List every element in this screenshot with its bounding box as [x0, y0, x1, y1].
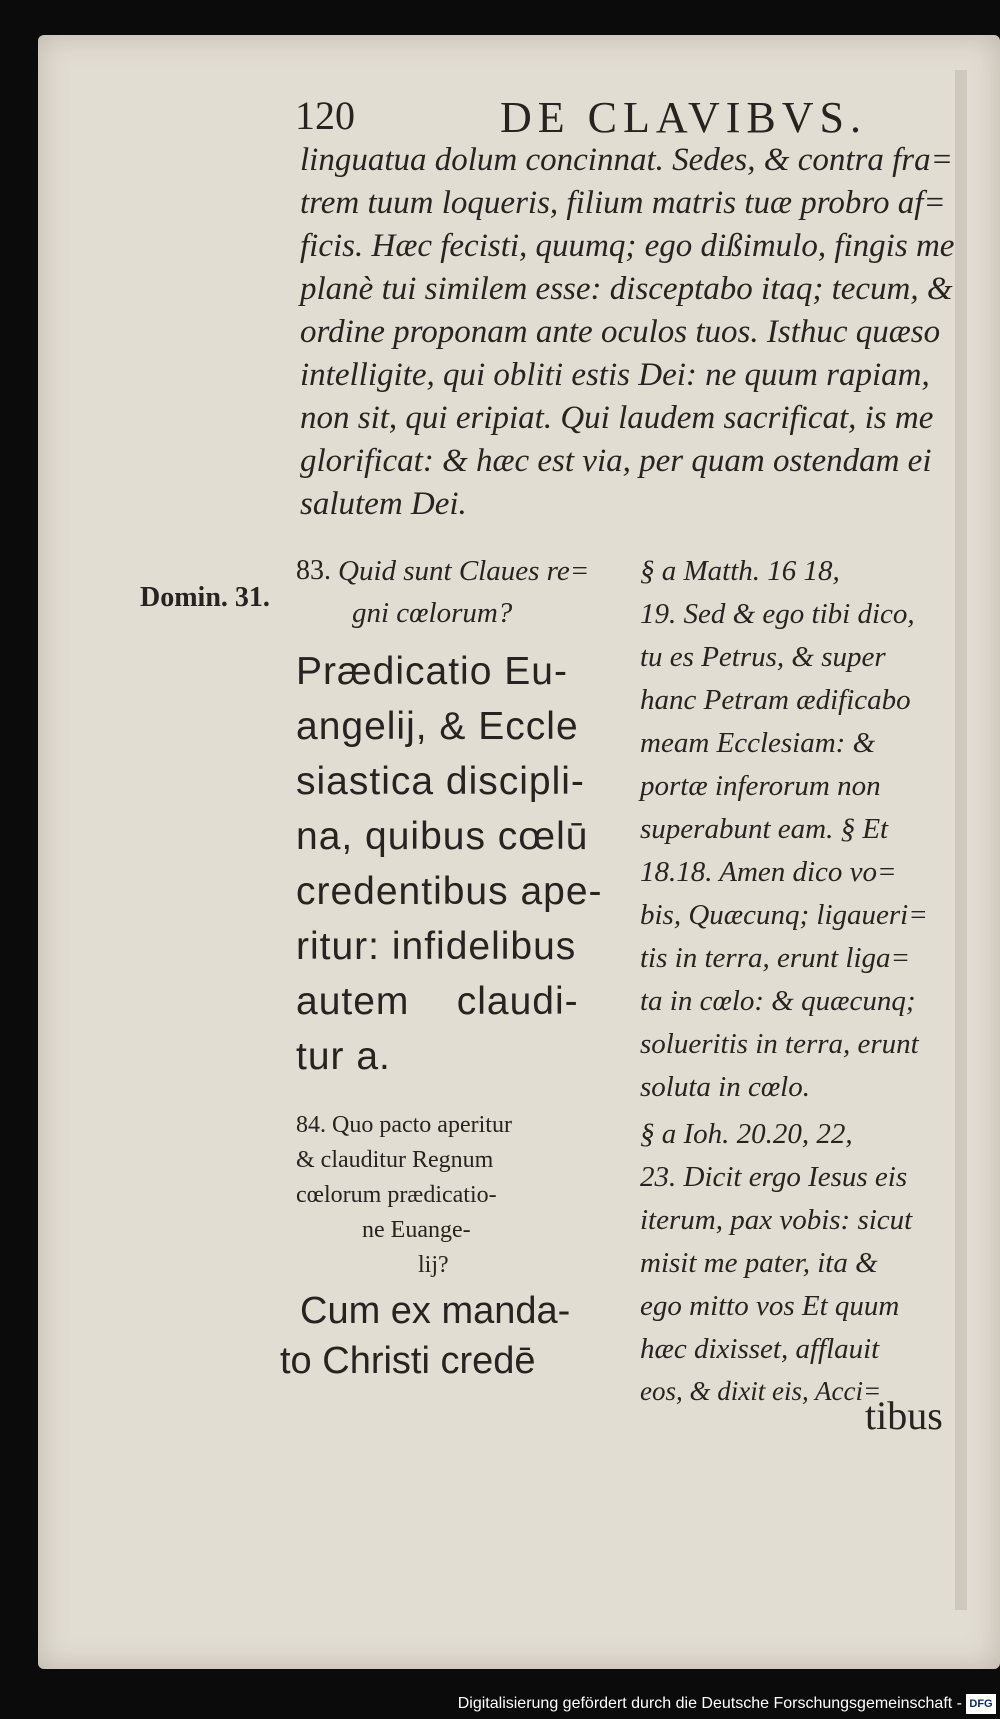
margin-note: Domin. 31. [140, 582, 270, 613]
scripture-line: hæc dixisset, afflauit [640, 1333, 880, 1365]
answer-line: to Christi credē [280, 1340, 536, 1382]
scripture-line: § a Ioh. 20.20, 22, [640, 1118, 853, 1150]
scripture-line: superabunt eam. § Et [640, 813, 889, 845]
footer-bar [0, 1692, 998, 1719]
footer-credit: Digitalisierung gefördert durch die Deutsche Forschungsgemeinschaft - [457, 1695, 962, 1712]
scripture-line: § a Matth. 16 18, [640, 555, 840, 587]
question-text: ne Euange- [362, 1217, 471, 1243]
question-text: lij? [418, 1252, 449, 1278]
question-text: gni cœlorum? [352, 597, 513, 629]
scripture-line: soluta in cœlo. [640, 1071, 810, 1103]
scripture-line: solueritis in terra, erunt [640, 1028, 919, 1060]
scripture-line: ego mitto vos Et quum [640, 1290, 900, 1322]
answer-line: autem claudi- [296, 980, 579, 1023]
answer-line: ritur: infidelibus [296, 925, 577, 968]
text-line: salutem Dei. [300, 486, 467, 522]
text-line: planè tui similem esse: disceptabo itaq; tecum, & [300, 271, 953, 307]
question-text: & clauditur Regnum [296, 1147, 494, 1173]
answer-line: na, quibus cœlū [296, 815, 589, 858]
text-line: glorificat: & hæc est via, per quam ostendam ei [300, 443, 932, 479]
text-line: intelligite, qui obliti estis Dei: ne quum rapiam, [300, 357, 930, 393]
scripture-line: hanc Petram ædificabo [640, 684, 911, 716]
scripture-line: tis in terra, erunt liga= [640, 942, 911, 974]
answer-line: credentibus ape- [296, 870, 603, 913]
scripture-line: portæ inferorum non [640, 770, 881, 802]
text-line: non sit, qui eripiat. Qui laudem sacrificat, is me [300, 400, 934, 436]
answer-line: tur a. [296, 1035, 391, 1078]
scripture-line: 23. Dicit ergo Iesus eis [640, 1161, 908, 1193]
scripture-line: misit me pater, ita & [640, 1247, 878, 1279]
page-number: 120 [295, 93, 355, 138]
running-title: DE CLAVIBVS. [500, 93, 868, 142]
question-text: cœlorum prædicatio- [296, 1182, 497, 1208]
text-line: ficis. Hæc fecisti, quumq; ego dißimulo, fingis me [300, 228, 955, 264]
scripture-line: iterum, pax vobis: sicut [640, 1204, 913, 1236]
catchword: tibus [865, 1393, 943, 1438]
dfg-logo-icon: DFG [966, 1694, 996, 1714]
answer-line: Prædicatio Eu- [296, 650, 568, 693]
answer-line: Cum ex manda- [300, 1290, 571, 1332]
scripture-line: 18.18. Amen dico vo= [640, 856, 897, 888]
scripture-line: bis, Quæcunq; ligaueri= [640, 899, 928, 931]
scripture-line: meam Ecclesiam: & [640, 727, 876, 759]
text-line: trem tuum loqueris, filium matris tuæ probro af= [300, 185, 946, 221]
question-number: 83. [296, 555, 331, 586]
answer-line: siastica discipli- [296, 760, 585, 803]
scripture-line: ta in cœlo: & quæcunq; [640, 985, 916, 1017]
answer-line: angelij, & Eccle [296, 705, 579, 748]
scripture-line: 19. Sed & ego tibi dico, [640, 598, 915, 630]
text-line: linguatua dolum concinnat. Sedes, & contra fra= [300, 142, 953, 178]
question-text: 84. Quo pacto aperitur [296, 1112, 512, 1138]
question-text: Quid sunt Claues re= [338, 555, 590, 587]
text-line: ordine proponam ante oculos tuos. Isthuc quæso [300, 314, 941, 350]
scripture-line: eos, & dixit eis, Acci= [640, 1376, 882, 1406]
scripture-line: tu es Petrus, & super [640, 641, 886, 673]
page-edge [955, 70, 967, 1610]
